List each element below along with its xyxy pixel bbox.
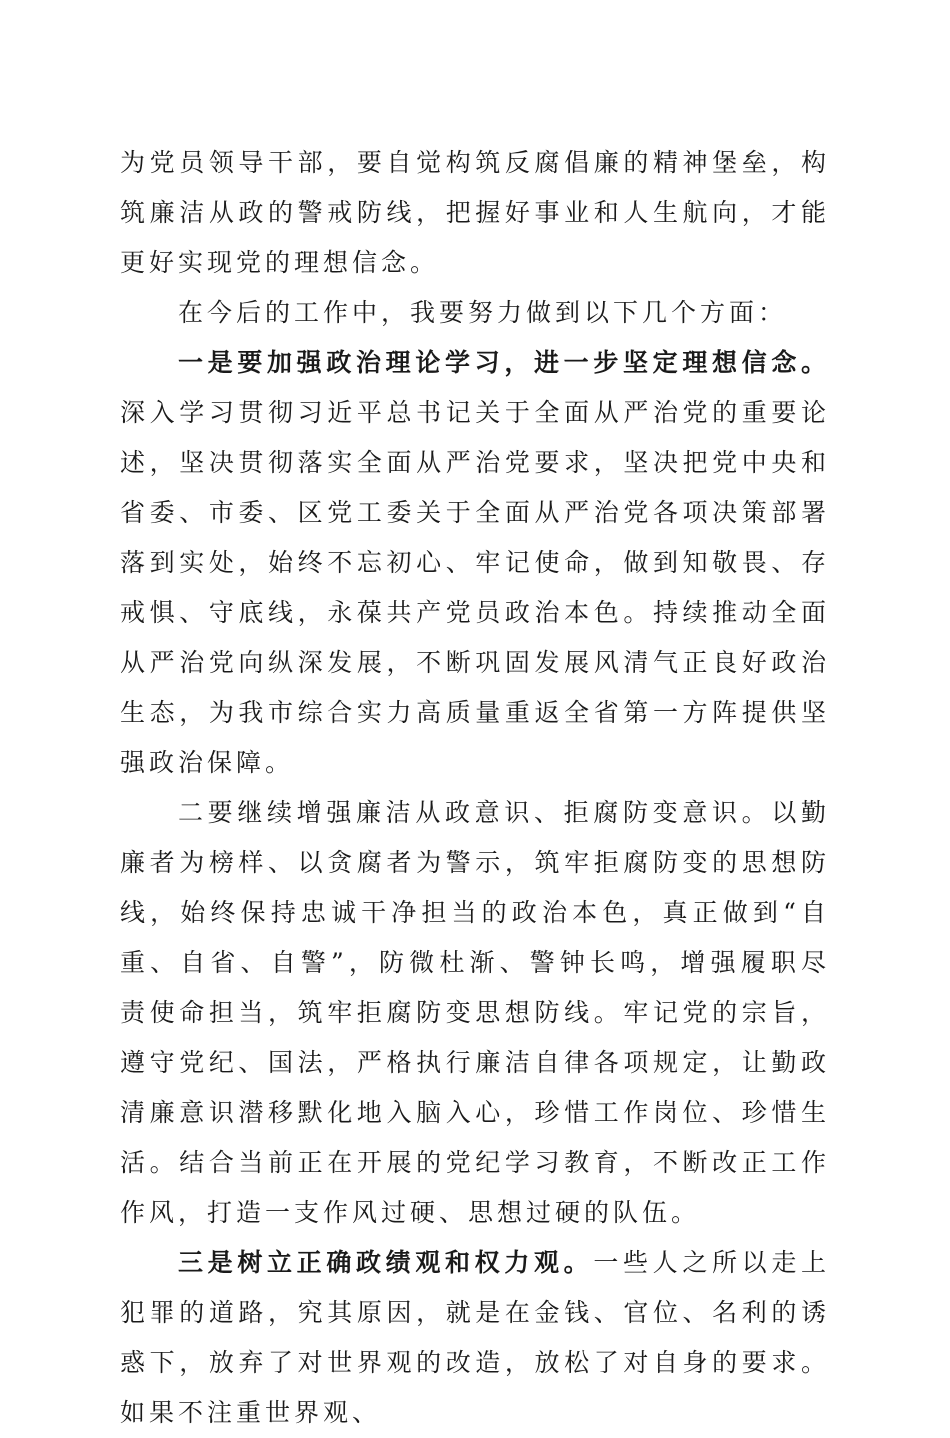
paragraph-heading: 三是树立正确政绩观和权力观。 xyxy=(178,1248,594,1277)
paragraph-heading: 一是要加强政治理论学习，进一步坚定理想信念。 xyxy=(178,348,830,377)
paragraph-point-three xyxy=(120,1238,830,1438)
document-body xyxy=(120,138,830,1438)
paragraph-point-two xyxy=(120,788,830,1238)
paragraph-text: 在今后的工作中，我要努力做到以下几个方面： xyxy=(178,298,788,327)
paragraph-continuation xyxy=(120,138,830,288)
paragraph-text: 一些人之所以走上犯罪的道路，究其原因，就是在金钱、官位、名利的诱惑下，放弃了对世界观的改造，放松了对自身的要求。如果不注重世界观、 xyxy=(120,1248,830,1427)
paragraph-point-one xyxy=(120,338,830,788)
paragraph-text: 为党员领导干部，要自觉构筑反腐倡廉的精神堡垒，构筑廉洁从政的警戒防线，把握好事业和人生航向，才能更好实现党的理想信念。 xyxy=(120,148,830,277)
paragraph-text: 二要继续增强廉洁从政意识、拒腐防变意识。以勤廉者为榜样、以贪腐者为警示，筑牢拒腐防变的思想防线，始终保持忠诚干净担当的政治本色，真正做到“自重、自省、自警”，防微杜渐、警钟长鸣，增强履职尽责使命担当，筑牢拒腐防变思想防线。牢记党的宗旨，遵守党纪、国法，严格执行廉洁自律各项规定，让勤政清廉意识潜移默化地入脑入心，珍惜工作岗位、珍惜生活。结合当前正在开展的党纪学习教育，不断改正工作作风，打造一支作风过硬、思想过硬的队伍。 xyxy=(120,798,830,1227)
paragraph-text: 深入学习贯彻习近平总书记关于全面从严治党的重要论述，坚决贯彻落实全面从严治党要求，坚决把党中央和省委、市委、区党工委关于全面从严治党各项决策部署落到实处，始终不忘初心、牢记使命，做到知敬畏、存戒惧、守底线，永葆共产党员政治本色。持续推动全面从严治党向纵深发展，不断巩固发展风清气正良好政治生态，为我市综合实力高质量重返全省第一方阵提供坚强政治保障。 xyxy=(120,398,830,777)
paragraph-intro xyxy=(120,288,830,338)
